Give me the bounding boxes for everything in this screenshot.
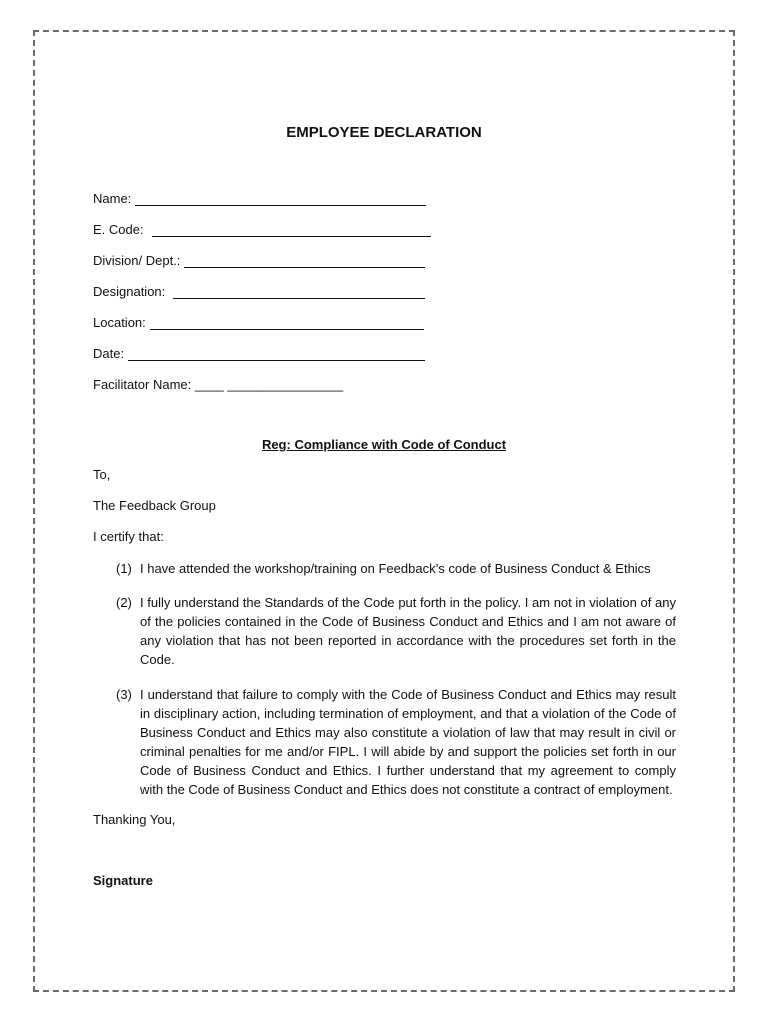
name-label: Name: [93, 191, 132, 206]
salutation: To, [93, 467, 111, 482]
ecode-input-line[interactable] [152, 222, 431, 237]
list-item-number: (2) [116, 595, 132, 610]
list-item-text: I fully understand the Standards of the Code put forth in the policy. I am not in violation of any of the policies contained in the Code of Business Conduct and Ethics and I am not aware of any violation that has not been reported in accordance with the procedures set forth in the Code. [140, 595, 676, 667]
recipient: The Feedback Group [93, 498, 216, 513]
location-label: Location: [93, 315, 146, 330]
certify-intro: I certify that: [93, 529, 164, 544]
ecode-label: E. Code: [93, 222, 144, 237]
date-field[interactable] [93, 341, 425, 361]
signature-label: Signature [93, 873, 153, 888]
division-input-line[interactable] [184, 253, 425, 268]
list-item-text: I understand that failure to comply with the Code of Business Conduct and Ethics may result in disciplinary action, including termination of employment, and that a violation of the Code of Business Conduct and Ethics may also constitute a violation of law that may result in civil or criminal penalties for me and/or FIPL. I will abide by and support the policies set forth in our Code of Business Conduct and Ethics. I further understand that my agreement to comply with the Code of Business Conduct and Ethics does not constitute a contract of employment. [140, 687, 676, 797]
name-input-line[interactable] [135, 191, 426, 206]
list-item [116, 593, 676, 669]
location-field[interactable] [93, 310, 424, 330]
facilitator-field[interactable] [93, 372, 343, 392]
ecode-field[interactable] [93, 217, 431, 237]
closing: Thanking You, [93, 812, 176, 827]
list-item [116, 685, 676, 799]
location-input-line[interactable] [150, 315, 424, 330]
date-label: Date: [93, 346, 125, 361]
document-title: EMPLOYEE DECLARATION [286, 124, 482, 141]
list-item-number: (1) [116, 561, 132, 576]
facilitator-label: Facilitator Name: ____ ________________ [93, 377, 344, 392]
designation-field[interactable] [93, 279, 425, 299]
subject-line: Reg: Compliance with Code of Conduct [261, 437, 507, 452]
date-input-line[interactable] [128, 346, 425, 361]
list-item [116, 559, 676, 578]
division-label: Division/ Dept.: [93, 253, 181, 268]
name-field[interactable] [93, 186, 426, 206]
designation-label: Designation: [93, 284, 166, 299]
list-item-number: (3) [116, 687, 132, 702]
list-item-text: I have attended the workshop/training on Feedback’s code of Business Conduct & Ethics [140, 561, 651, 576]
designation-input-line[interactable] [173, 284, 425, 299]
division-field[interactable] [93, 248, 425, 268]
